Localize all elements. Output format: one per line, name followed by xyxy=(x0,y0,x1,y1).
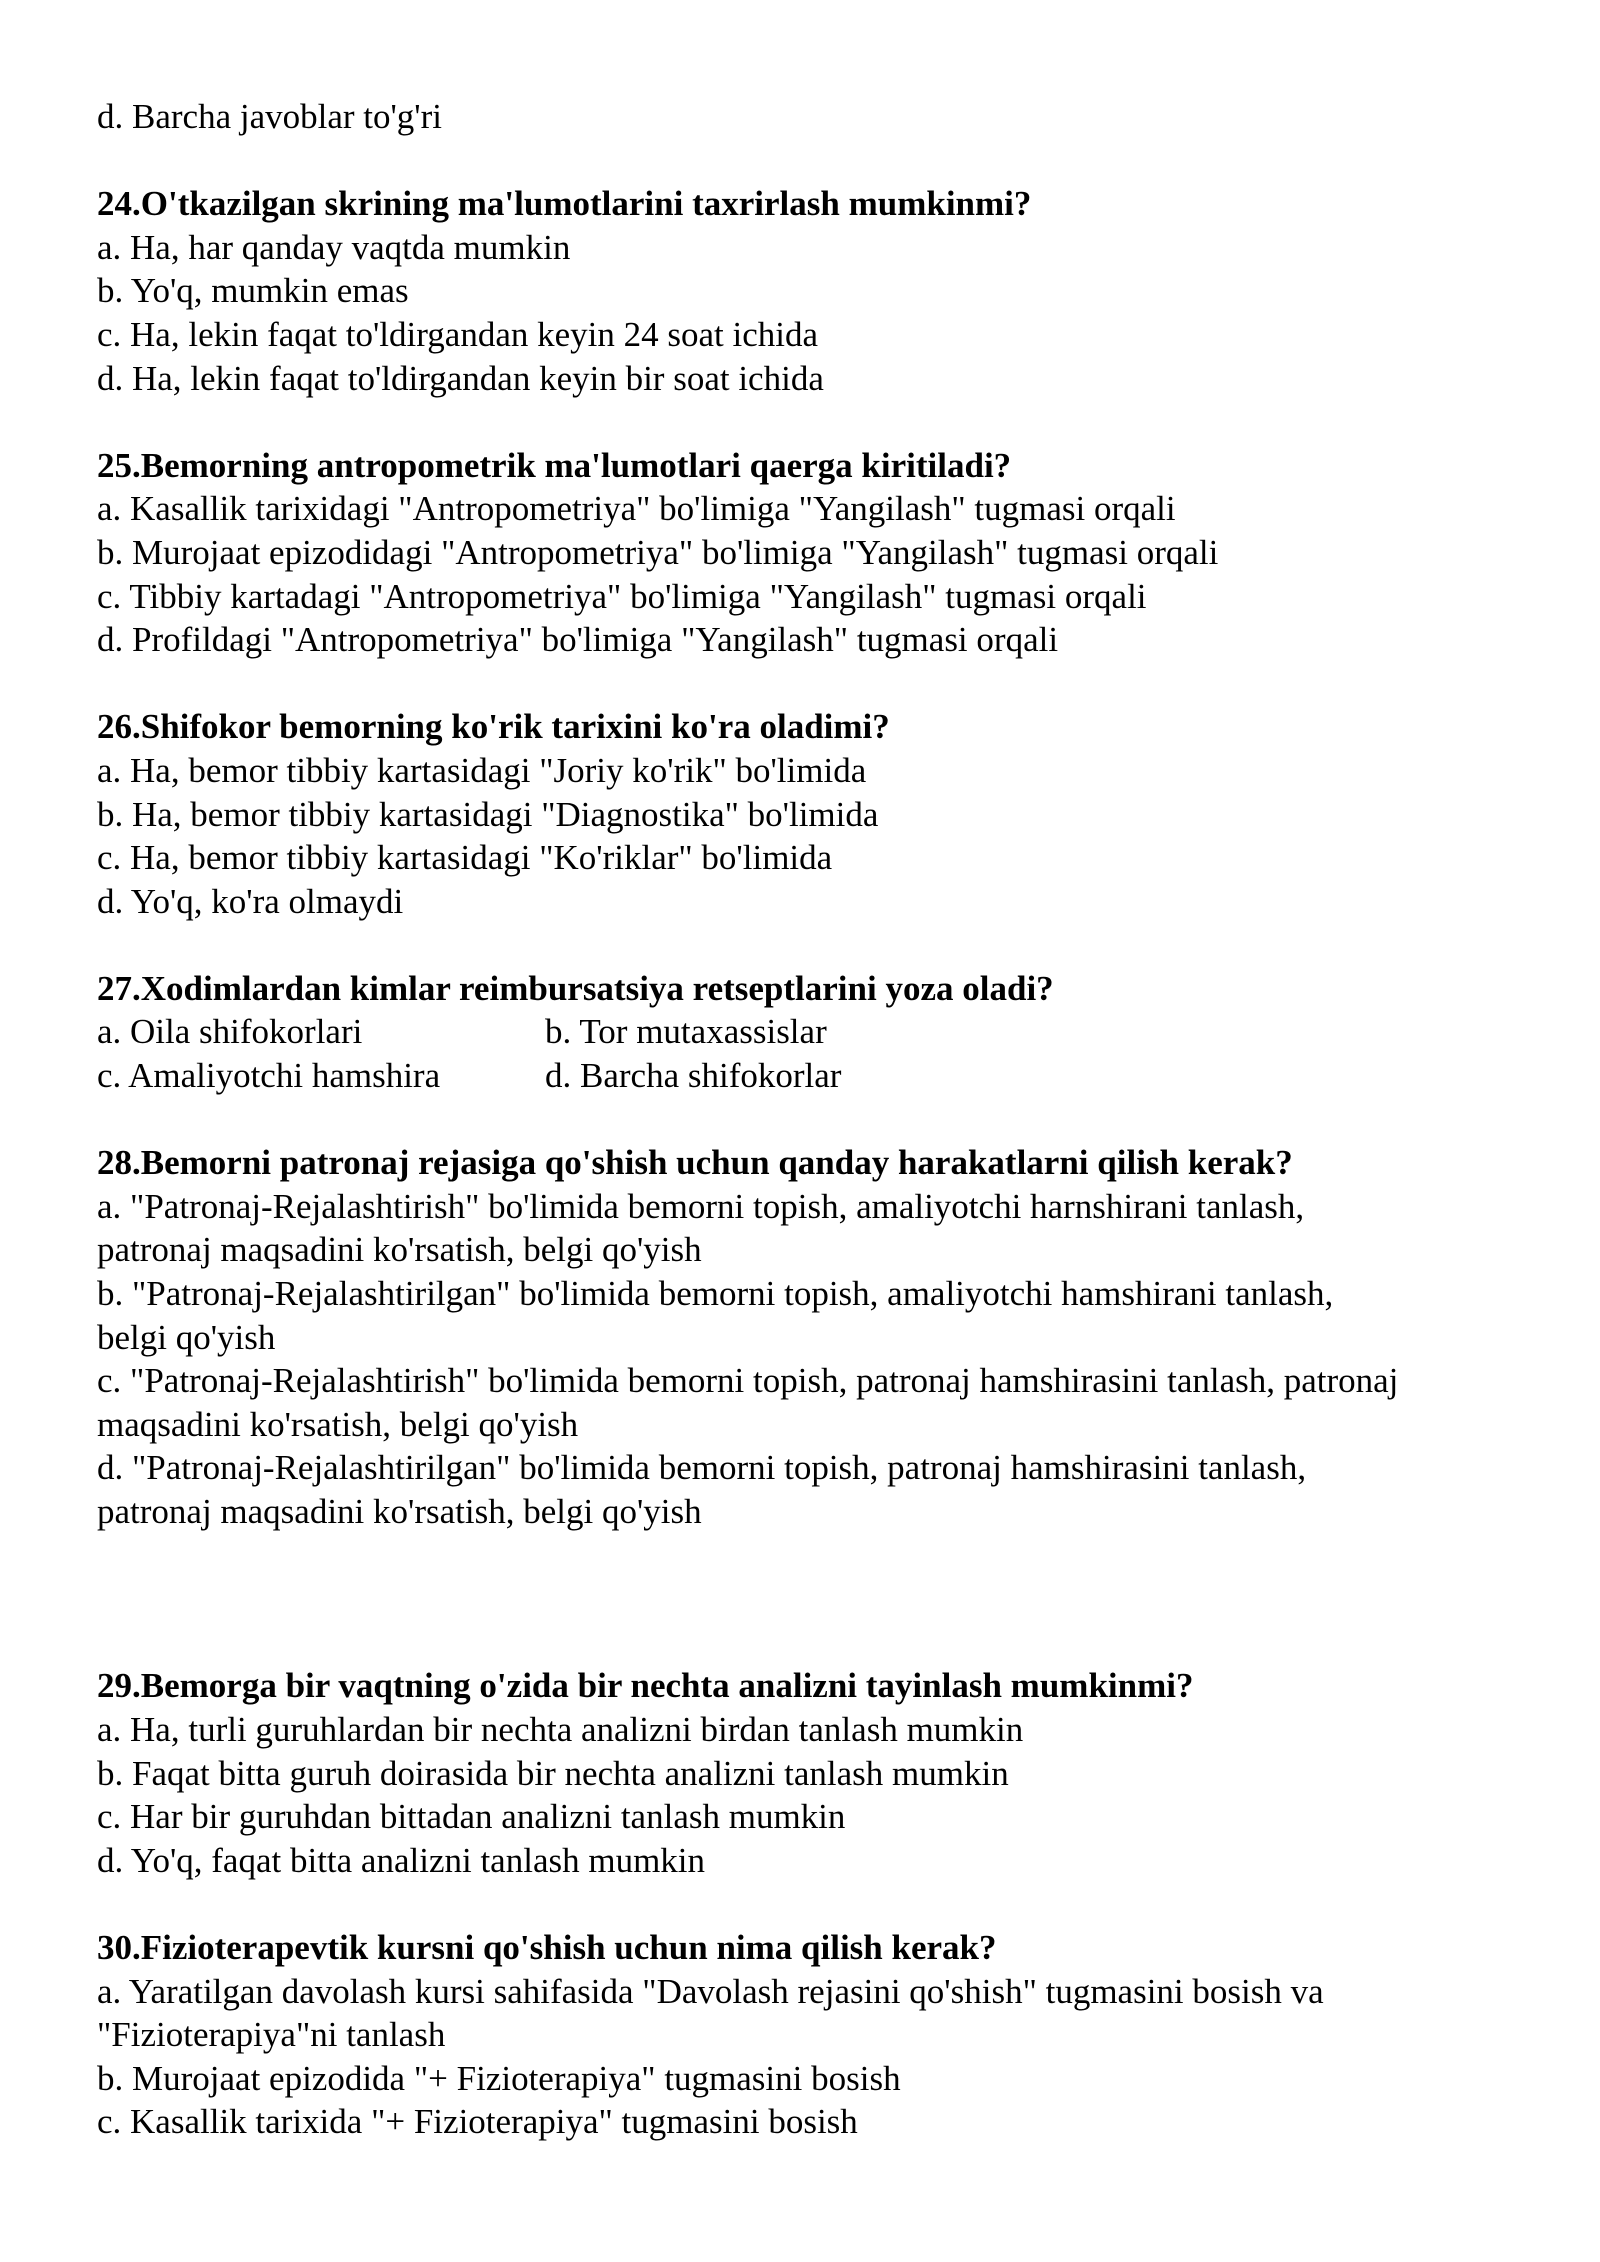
question-block xyxy=(97,1664,1537,1882)
answer-option: b. "Patronaj-Rejalashtirilgan" bo'limida bemorni topish, amaliyotchi hamshirani tanlash, xyxy=(97,1274,1334,1314)
question-block xyxy=(97,1926,1537,2144)
answer-option: c. Kasallik tarixida "+ Fizioterapiya" tugmasini bosish xyxy=(97,2102,858,2142)
answer-option: c. "Patronaj-Rejalashtirish" bo'limida bemorni topish, patronaj hamshirasini tanlash, patronaj xyxy=(97,1361,1399,1401)
answer-option: c. Ha, bemor tibbiy kartasidagi "Ko'riklar" bo'limida xyxy=(97,838,833,878)
question-block xyxy=(97,967,1537,1098)
document-page xyxy=(97,95,1537,2144)
answer-option: c. Amaliyotchi hamshira xyxy=(97,1056,441,1096)
answer-option-continuation: patronaj maqsadini ko'rsatish, belgi qo'yish xyxy=(97,1230,702,1270)
answer-option-continuation: patronaj maqsadini ko'rsatish, belgi qo'yish xyxy=(97,1492,702,1531)
question-block xyxy=(97,444,1537,662)
answer-option: b. Ha, bemor tibbiy kartasidagi "Diagnostika" bo'limida xyxy=(97,794,879,834)
answer-row xyxy=(97,1010,1537,1054)
answer-option: a. Oila shifokorlari xyxy=(97,1012,363,1052)
answer-option: a. Ha, bemor tibbiy kartasidagi "Joriy ko'rik" bo'limida xyxy=(97,750,867,790)
answer-option: a. Ha, har qanday vaqtda mumkin xyxy=(97,227,571,267)
question-title: 30.Fizioterapevtik kursni qo'shish uchun nima qilish kerak? xyxy=(97,1927,997,1967)
answer-option: a. Yaratilgan davolash kursi sahifasida "Davolash rejasini qo'shish" tugmasini bosish va xyxy=(97,1971,1324,2011)
question-title: 24.O'tkazilgan skrining ma'lumotlarini taxrirlash mumkinmi? xyxy=(97,184,1032,224)
question-title: 29.Bemorga bir vaqtning o'zida bir nechta analizni tayinlash mumkinmi? xyxy=(97,1666,1194,1706)
answer-option: d. Profildagi "Antropometriya" bo'limiga "Yangilash" tugmasi orqali xyxy=(97,620,1059,660)
answer-option: d. Yo'q, faqat bitta analizni tanlash mumkin xyxy=(97,1840,706,1880)
answer-option: c. Ha, lekin faqat to'ldirgandan keyin 24 soat ichida xyxy=(97,314,819,354)
answer-option-continuation: belgi qo'yish xyxy=(97,1317,276,1357)
answer-option: a. Kasallik tarixidagi "Antropometriya" bo'limiga "Yangilash" tugmasi orqali xyxy=(97,489,1176,529)
answer-option: b. Tor mutaxassislar xyxy=(545,1012,827,1052)
question-title: 27.Xodimlardan kimlar reimbursatsiya retseptlarini yoza oladi? xyxy=(97,968,1054,1008)
answer-option: d. Barcha javoblar to'g'ri xyxy=(97,97,442,136)
answer-option: b. Yo'q, mumkin emas xyxy=(97,271,409,311)
answer-row xyxy=(97,1054,1537,1098)
answer-option: d. Barcha shifokorlar xyxy=(545,1056,842,1096)
question-title: 26.Shifokor bemorning ko'rik tarixini ko'ra oladimi? xyxy=(97,707,890,747)
answer-option: b. Faqat bitta guruh doirasida bir nechta analizni tanlash mumkin xyxy=(97,1753,1009,1793)
answer-option: a. Ha, turli guruhlardan bir nechta analizni birdan tanlash mumkin xyxy=(97,1709,1024,1749)
answer-option: b. Murojaat epizodidagi "Antropometriya" bo'limiga "Yangilash" tugmasi orqali xyxy=(97,532,1219,572)
answer-option: a. "Patronaj-Rejalashtirish" bo'limida bemorni topish, amaliyotchi harnshirani tanlash, xyxy=(97,1186,1305,1226)
answer-option: b. Murojaat epizodida "+ Fizioterapiya" tugmasini bosish xyxy=(97,2058,901,2098)
answer-option-continuation: maqsadini ko'rsatish, belgi qo'yish xyxy=(97,1404,579,1444)
answer-option: c. Har bir guruhdan bittadan analizni tanlash mumkin xyxy=(97,1797,846,1837)
question-block xyxy=(97,182,1537,400)
question-title: 25.Bemorning antropometrik ma'lumotlari qaerga kiritiladi? xyxy=(97,445,1012,485)
question-block xyxy=(97,705,1537,923)
question-block xyxy=(97,1141,1537,1533)
answer-option: d. Yo'q, ko'ra olmaydi xyxy=(97,881,404,921)
answer-option: d. Ha, lekin faqat to'ldirgandan keyin bir soat ichida xyxy=(97,358,824,398)
answer-option: d. "Patronaj-Rejalashtirilgan" bo'limida bemorni topish, patronaj hamshirasini tanlash, xyxy=(97,1448,1307,1488)
answer-option-continuation: "Fizioterapiya"ni tanlash xyxy=(97,2015,446,2055)
answer-option: c. Tibbiy kartadagi "Antropometriya" bo'limiga "Yangilash" tugmasi orqali xyxy=(97,576,1147,616)
question-title: 28.Bemorni patronaj rejasiga qo'shish uchun qanday harakatlarni qilish kerak? xyxy=(97,1143,1293,1183)
